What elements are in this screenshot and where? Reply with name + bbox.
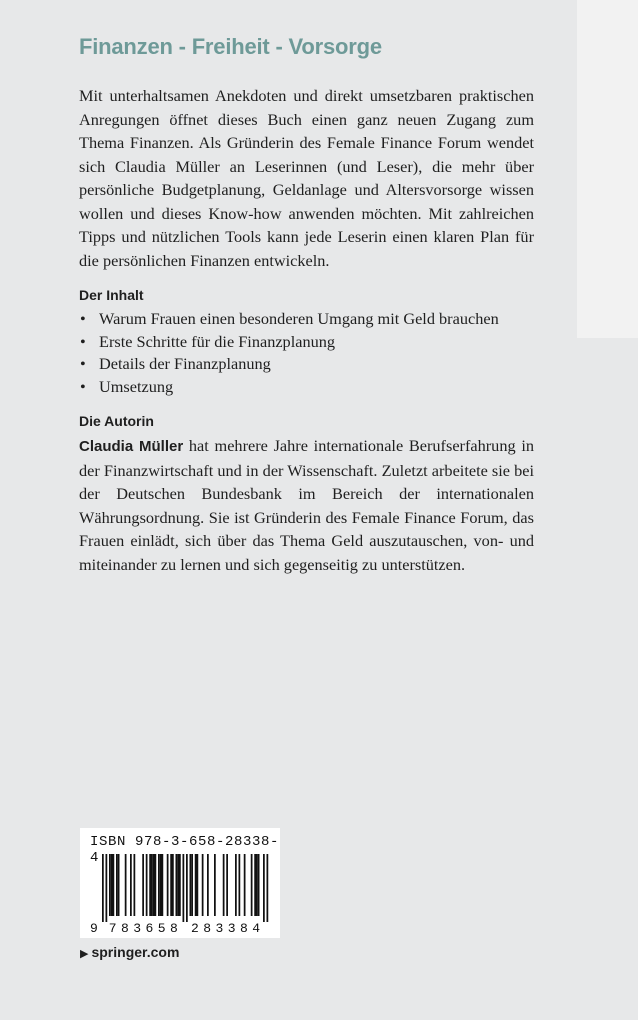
author-bio: hat mehrere Jahre internationale Berufserfahrung in der Finanzwirtschaft und in der Wissenschaft. Zuletzt arbeitete sie bei der Deutschen Bundesbank im Bereich der internationalen Währungsordnung. Sie ist Gründerin des Female Finance Forum, das Frauen einlädt, sich über das Thema Geld auszutauschen, von- und miteinander zu lernen und sich gegenseitig zu unterstützen.	[79, 436, 534, 574]
spine-strip	[577, 0, 638, 338]
barcode-bar	[190, 854, 192, 916]
author-paragraph	[79, 434, 534, 576]
barcode-bar	[207, 854, 209, 916]
barcode-bar	[116, 854, 118, 916]
barcode-bar	[153, 854, 155, 916]
barcode-bar	[177, 854, 179, 916]
barcode-bar	[125, 854, 127, 916]
barcode-bar	[195, 854, 197, 916]
barcode-bar	[134, 854, 136, 916]
book-title: Finanzen - Freiheit - Vorsorge	[79, 34, 382, 59]
barcode-digit: 8	[170, 921, 178, 934]
author-name: Claudia Müller	[79, 438, 184, 455]
barcode-bar	[151, 854, 153, 916]
barcode-bar	[111, 854, 113, 916]
barcode-bar	[202, 854, 204, 916]
barcode-bar	[239, 854, 241, 916]
barcode-bar	[235, 854, 237, 916]
barcode-digit: 6	[145, 921, 154, 934]
back-cover-text	[79, 34, 534, 576]
barcode-bar	[102, 854, 104, 922]
barcode-bar	[251, 854, 253, 916]
barcode-image	[90, 854, 272, 934]
barcode-digit: 3	[215, 921, 224, 934]
publisher-link[interactable]: ▶ springer.com	[80, 944, 180, 960]
barcode-bar	[130, 854, 132, 916]
list-item: • Warum Frauen einen besonderen Umgang mit Geld brauchen	[79, 308, 534, 331]
barcode-bar	[267, 854, 269, 922]
barcode-bar	[106, 854, 108, 922]
barcode-bar	[172, 854, 174, 916]
barcode-digit: 4	[252, 921, 261, 934]
barcode-digit: 7	[108, 921, 117, 934]
isbn-barcode-box	[80, 828, 280, 938]
barcode-bar	[186, 854, 188, 922]
barcode-digit: 3	[227, 921, 236, 934]
bullet-icon: •	[80, 331, 86, 351]
bullet-icon: •	[80, 376, 86, 396]
barcode-bar	[118, 854, 120, 916]
barcode-bar	[176, 854, 178, 916]
barcode-bar	[158, 854, 160, 916]
list-item: • Details der Finanzplanung	[79, 353, 534, 376]
barcode-digit: 8	[240, 921, 248, 934]
barcode-bar	[223, 854, 225, 916]
barcode-bar	[254, 854, 256, 916]
barcode-bar	[214, 854, 216, 916]
barcode-digit: 2	[191, 921, 199, 934]
barcode-bar	[191, 854, 193, 916]
bullet-icon: •	[80, 309, 86, 328]
list-item: • Erste Schritte für die Finanzplanung	[79, 331, 534, 354]
barcode-bar	[162, 854, 164, 916]
barcode-bar	[155, 854, 157, 916]
barcode-digit: 5	[157, 921, 166, 934]
list-item: • Umsetzung	[79, 376, 534, 399]
arrow-right-icon: ▶	[80, 948, 89, 960]
barcode-bar	[109, 854, 111, 916]
contents-list	[79, 308, 534, 398]
barcode-bar	[226, 854, 228, 916]
bullet-icon: •	[80, 354, 86, 373]
barcode-bar	[183, 854, 185, 922]
barcode-bar	[142, 854, 144, 916]
barcode-digit: 8	[203, 921, 212, 934]
barcode-bar	[146, 854, 148, 916]
contents-heading: Der Inhalt	[79, 287, 144, 303]
barcode-bar	[167, 854, 169, 916]
barcode-bar	[244, 854, 246, 916]
intro-paragraph: Mit unterhaltsamen Anekdoten und direkt umsetzbaren praktischen Anregungen öffnet dieses Buch einen ganz neuen Zugang zum Thema Finanzen. Als Gründerin des Female Finance Forum wendet sich Claudia Müller an Leserinnen (und Leser), die mehr über persönliche Budgetplanung, Geldanlage und Altersvorsorge wissen wollen und dieses Know-how anwenden möchten. Mit zahlreichen Tipps und nützlichen Tools kann jede Leserin einen klaren Plan für die persönlichen Finanzen entwickeln.	[79, 86, 534, 270]
barcode-bar	[179, 854, 181, 916]
barcode-bar	[160, 854, 162, 916]
barcode-bar	[149, 854, 151, 916]
barcode-bar	[258, 854, 260, 916]
barcode-digit: 8	[121, 921, 129, 934]
barcode-bar	[263, 854, 265, 922]
isbn-number: ISBN 978-3-658-28338-4	[90, 834, 280, 866]
barcode-digit: 9	[90, 921, 98, 934]
barcode-bar	[256, 854, 258, 916]
barcode-bar	[197, 854, 199, 916]
barcode-bar	[170, 854, 172, 916]
author-heading: Die Autorin	[79, 413, 154, 429]
barcode-bar	[113, 854, 115, 916]
barcode-digit: 3	[133, 921, 142, 934]
